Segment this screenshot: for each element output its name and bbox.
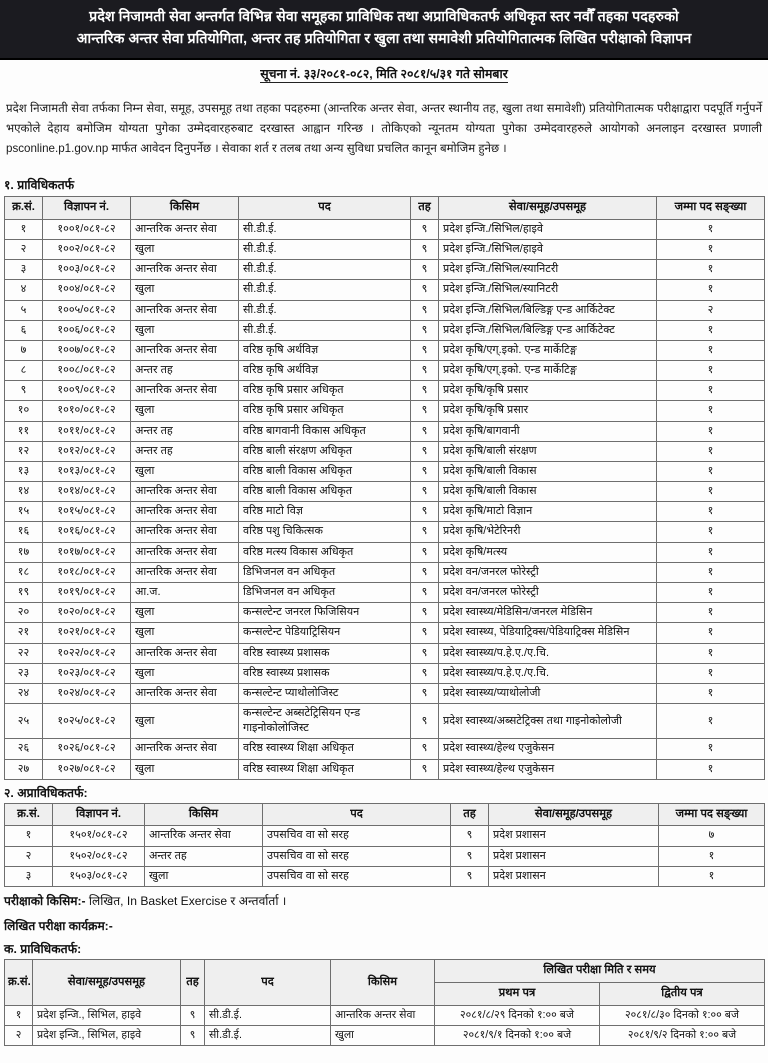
cell-taha: ९	[411, 623, 439, 643]
cell-taha: ९	[411, 502, 439, 522]
col-header-sn: क्र.सं.	[5, 803, 53, 826]
cell-ad_no: १५०२/०८१-८२	[53, 846, 145, 866]
cell-sn: १९	[5, 582, 43, 602]
cell-taha: ९	[411, 542, 439, 562]
col-header-pad: पद	[205, 960, 331, 1005]
cell-sewa: प्रदेश इन्जि., सिभिल, हाइवे	[33, 1025, 181, 1045]
table-row	[5, 240, 765, 260]
col-header-sn: क्र.सं.	[5, 960, 33, 1005]
table-row	[5, 1025, 765, 1045]
cell-sewa: प्रदेश प्रशासन	[489, 826, 659, 846]
cell-total: १	[657, 361, 765, 381]
cell-paper1: २०८१/८/२९ दिनको १:०० बजे	[435, 1005, 600, 1025]
col-header-paper1: प्रथम पत्र	[435, 983, 600, 1006]
cell-ad_no: १०२५/०८१-८२	[43, 704, 131, 739]
cell-kisim: आ.ज.	[131, 582, 239, 602]
cell-kisim: खुला	[131, 320, 239, 340]
col-header-sewa: सेवा/समूह/उपसमूह	[489, 803, 659, 826]
cell-pad: सी.डी.ई.	[239, 240, 411, 260]
cell-sn: १	[5, 219, 43, 239]
cell-sn: २७	[5, 759, 43, 779]
cell-sn: १०	[5, 401, 43, 421]
cell-pad: उपसचिव वा सो सरह	[263, 826, 451, 846]
cell-kisim: आन्तरिक अन्तर सेवा	[131, 219, 239, 239]
cell-taha: ९	[411, 441, 439, 461]
notice-number	[0, 60, 768, 85]
cell-ad_no: १५०१/०८१-८२	[53, 826, 145, 846]
cell-total: ७	[659, 826, 765, 846]
cell-kisim: अन्तर तह	[131, 421, 239, 441]
cell-kisim: अन्तर तह	[131, 441, 239, 461]
cell-pad: सी.डी.ई.	[205, 1025, 331, 1045]
cell-taha: ९	[411, 401, 439, 421]
cell-kisim: खुला	[145, 866, 263, 886]
cell-ad_no: १००४/०८१-८२	[43, 280, 131, 300]
cell-total: १	[659, 866, 765, 886]
section-label-technical: १. प्राविधिकतर्फ	[4, 178, 75, 193]
cell-ad_no: १००३/०८१-८२	[43, 260, 131, 280]
cell-taha: ९	[411, 562, 439, 582]
cell-total: २	[657, 300, 765, 320]
cell-kisim: आन्तरिक अन्तर सेवा	[131, 522, 239, 542]
table-row	[5, 361, 765, 381]
cell-ad_no: १००६/०८१-८२	[43, 320, 131, 340]
col-header-ad-no: विज्ञापन नं.	[43, 197, 131, 220]
cell-kisim: खुला	[131, 704, 239, 739]
cell-total: १	[657, 582, 765, 602]
col-header-ad-no: विज्ञापन नं.	[53, 803, 145, 826]
cell-ad_no: १००५/०८१-८२	[43, 300, 131, 320]
cell-kisim: खुला	[131, 401, 239, 421]
cell-taha: ९	[411, 643, 439, 663]
cell-ad_no: १००१/०८१-८२	[43, 219, 131, 239]
cell-sn: १७	[5, 542, 43, 562]
table-row	[5, 482, 765, 502]
cell-sn: ७	[5, 340, 43, 360]
cell-ad_no: १०१८/०८१-८२	[43, 562, 131, 582]
cell-ad_no: १०१७/०८१-८२	[43, 542, 131, 562]
nontechnical-posts-table	[4, 803, 765, 887]
cell-pad: डिभिजनल वन अधिकृत	[239, 562, 411, 582]
cell-sewa: प्रदेश स्वास्थ्य, पेडियाट्रिक्स/पेडियाट्रिक्स मेडिसिन	[439, 623, 657, 643]
cell-taha: ९	[411, 582, 439, 602]
technical-posts-table	[4, 196, 765, 780]
cell-total: १	[657, 441, 765, 461]
exam-type-label: परीक्षाको किसिम:-	[4, 893, 86, 908]
cell-total: १	[657, 260, 765, 280]
table-row	[5, 826, 765, 846]
cell-ad_no: १०१०/०८१-८२	[43, 401, 131, 421]
cell-sewa: प्रदेश इन्जि./सिभिल/हाइवे	[439, 240, 657, 260]
cell-taha: ९	[411, 381, 439, 401]
table-row	[5, 280, 765, 300]
cell-kisim: आन्तरिक अन्तर सेवा	[131, 683, 239, 703]
cell-pad: उपसचिव वा सो सरह	[263, 866, 451, 886]
cell-pad: वरिष्ठ बाली विकास अधिकृत	[239, 482, 411, 502]
cell-taha: ९	[411, 260, 439, 280]
cell-pad: वरिष्ठ कृषि अर्थविज्ञ	[239, 340, 411, 360]
cell-sn: २६	[5, 739, 43, 759]
cell-taha: ९	[411, 683, 439, 703]
cell-total: १	[657, 280, 765, 300]
cell-kisim: खुला	[131, 240, 239, 260]
cell-pad: वरिष्ठ स्वास्थ्य प्रशासक	[239, 643, 411, 663]
cell-kisim: खुला	[331, 1025, 435, 1045]
cell-kisim: आन्तरिक अन्तर सेवा	[131, 381, 239, 401]
cell-kisim: खुला	[131, 461, 239, 481]
cell-sn: २२	[5, 643, 43, 663]
col-header-taha: तह	[451, 803, 489, 826]
cell-ad_no: १०२१/०८१-८२	[43, 623, 131, 643]
cell-sewa: प्रदेश प्रशासन	[489, 866, 659, 886]
cell-sewa: प्रदेश कृषि/बाली विकास	[439, 461, 657, 481]
cell-sewa: प्रदेश स्वास्थ्य/मेडिसिन/जनरल मेडिसिन	[439, 603, 657, 623]
banner-line-1: प्रदेश निजामती सेवा अन्तर्गत विभिन्न सेवा समूहका प्राविधिक तथा अप्राविधिकतर्फ अधिकृत स्तर नवौँ तहका पदहरुको	[89, 9, 679, 25]
cell-sewa: प्रदेश स्वास्थ्य/हेल्थ एजुकेसन	[439, 739, 657, 759]
table-row	[5, 300, 765, 320]
cell-pad: वरिष्ठ स्वास्थ्य प्रशासक	[239, 663, 411, 683]
cell-kisim: खुला	[131, 623, 239, 643]
cell-sewa: प्रदेश कृषि/बाली संरक्षण	[439, 441, 657, 461]
cell-total: १	[659, 846, 765, 866]
notice-number-text: सूचना नं. ३३/२०८१-०८२, मिति २०८१/५/३१ गते सोमबार	[260, 67, 508, 82]
cell-pad: सी.डी.ई.	[239, 280, 411, 300]
table-row	[5, 683, 765, 703]
cell-ad_no: १०१५/०८१-८२	[43, 502, 131, 522]
cell-ad_no: १०२२/०८१-८२	[43, 643, 131, 663]
section-label-nontechnical: २. अप्राविधिकतर्फ:	[4, 785, 88, 800]
col-header-kisim: किसिम	[131, 197, 239, 220]
col-header-total: जम्मा पद सङ्ख्या	[659, 803, 765, 826]
cell-total: १	[657, 219, 765, 239]
cell-taha: ९	[411, 320, 439, 340]
cell-pad: वरिष्ठ पशु चिकित्सक	[239, 522, 411, 542]
col-header-kisim: किसिम	[331, 960, 435, 1005]
table-row	[5, 643, 765, 663]
intro-paragraph: प्रदेश निजामती सेवा तर्फका निम्न सेवा, समूह, उपसमूह तथा तहका पदहरुमा (आन्तरिक अन्तर सेवा, अन्तर स्थानीय तह, खुला तथा समावेशी) प्रतियोगितात्मक परीक्षाद्वारा पदपूर्ति गर्नुपर्ने भएकोले देहाय बमोजिम योग्यता पुगेका उम्मेदवारहरुबाट दरखास्त आह्वान गरिन्छ । तोकिएको न्यूनतम योग्यता पुगेका उम्मेदवारहरुले आयोगको अनलाइन दरखास्त प्रणाली psconline.p1.gov.np मार्फत आवेदन दिनुपर्नेछ । सेवाका शर्त र तलब तथा अन्य सुविधा प्रचलित कानून बमोजिम हुनेछ ।	[6, 101, 762, 155]
cell-total: १	[657, 739, 765, 759]
cell-sewa: प्रदेश इन्जि., सिभिल, हाइवे	[33, 1005, 181, 1025]
cell-kisim: आन्तरिक अन्तर सेवा	[131, 542, 239, 562]
cell-sn: ४	[5, 280, 43, 300]
table-row	[5, 441, 765, 461]
cell-taha: ९	[411, 522, 439, 542]
table-row	[5, 623, 765, 643]
cell-total: १	[657, 320, 765, 340]
cell-ad_no: १५०३/०८१-८२	[53, 866, 145, 886]
cell-paper1: २०८१/९/१ दिनको १:०० बजे	[435, 1025, 600, 1045]
cell-kisim: अन्तर तह	[145, 846, 263, 866]
cell-sewa: प्रदेश कृषि/भेटेरिनरी	[439, 522, 657, 542]
cell-kisim: आन्तरिक अन्तर सेवा	[131, 502, 239, 522]
cell-ad_no: १०२०/०८१-८२	[43, 603, 131, 623]
cell-pad: वरिष्ठ बाली विकास अधिकृत	[239, 461, 411, 481]
table-header-row	[5, 803, 765, 826]
cell-taha: ९	[181, 1005, 205, 1025]
cell-pad: वरिष्ठ स्वास्थ्य शिक्षा अधिकृत	[239, 759, 411, 779]
cell-pad: सी.डी.ई.	[239, 320, 411, 340]
cell-sn: ११	[5, 421, 43, 441]
cell-pad: सी.डी.ई.	[239, 219, 411, 239]
cell-kisim: आन्तरिक अन्तर सेवा	[131, 739, 239, 759]
table-row	[5, 401, 765, 421]
cell-sn: २	[5, 1025, 33, 1045]
table-row	[5, 219, 765, 239]
cell-sewa: प्रदेश कृषि/कृषि प्रसार	[439, 381, 657, 401]
table-row	[5, 663, 765, 683]
cell-paper2: २०८१/९/२ दिनको १:०० बजे	[600, 1025, 765, 1045]
cell-sewa: प्रदेश स्वास्थ्य/प.हे.ए./ए.चि.	[439, 643, 657, 663]
table-row	[5, 739, 765, 759]
col-header-sn: क्र.सं.	[5, 197, 43, 220]
col-header-exam-datetime: लिखित परीक्षा मिति र समय	[435, 960, 765, 983]
cell-total: १	[657, 759, 765, 779]
table-row	[5, 381, 765, 401]
cell-sn: २५	[5, 704, 43, 739]
col-header-total: जम्मा पद सङ्ख्या	[657, 197, 765, 220]
cell-ad_no: १००९/०८१-८२	[43, 381, 131, 401]
cell-sn: २०	[5, 603, 43, 623]
cell-sewa: प्रदेश कृषि/बागवानी	[439, 421, 657, 441]
exam-type-line	[0, 887, 768, 912]
cell-sewa: प्रदेश इन्जि./सिभिल/स्यानिटरी	[439, 260, 657, 280]
cell-pad: डिभिजनल वन अधिकृत	[239, 582, 411, 602]
banner-line-2: आन्तरिक अन्तर सेवा प्रतियोगिता, अन्तर तह प्रतियोगिता र खुला तथा समावेशी प्रतियोगितात्मक लिखित परीक्षाको विज्ञापन	[76, 30, 692, 47]
cell-kisim: आन्तरिक अन्तर सेवा	[145, 826, 263, 846]
cell-taha: ९	[411, 421, 439, 441]
table-row	[5, 542, 765, 562]
cell-sewa: प्रदेश कृषि/मत्स्य	[439, 542, 657, 562]
col-header-pad: पद	[263, 803, 451, 826]
cell-total: १	[657, 683, 765, 703]
cell-sn: १४	[5, 482, 43, 502]
cell-ad_no: १००७/०८१-८२	[43, 340, 131, 360]
cell-ad_no: १०२३/०८१-८२	[43, 663, 131, 683]
cell-taha: ९	[411, 219, 439, 239]
cell-taha: ९	[451, 866, 489, 886]
table-row	[5, 260, 765, 280]
col-header-pad: पद	[239, 197, 411, 220]
col-header-kisim: किसिम	[145, 803, 263, 826]
cell-sn: २३	[5, 663, 43, 683]
cell-sewa: प्रदेश स्वास्थ्य/हेल्थ एजुकेसन	[439, 759, 657, 779]
cell-sewa: प्रदेश वन/जनरल फोरेस्ट्री	[439, 582, 657, 602]
cell-ad_no: १०२७/०८१-८२	[43, 759, 131, 779]
cell-kisim: खुला	[131, 280, 239, 300]
cell-sewa: प्रदेश प्रशासन	[489, 846, 659, 866]
cell-sewa: प्रदेश वन/जनरल फोरेस्ट्री	[439, 562, 657, 582]
cell-sn: १	[5, 1005, 33, 1025]
cell-sn: ५	[5, 300, 43, 320]
cell-taha: ९	[181, 1025, 205, 1045]
cell-sn: १२	[5, 441, 43, 461]
cell-pad: कन्सल्टेन्ट प्याथोलोजिस्ट	[239, 683, 411, 703]
cell-total: १	[657, 643, 765, 663]
cell-taha: ९	[411, 340, 439, 360]
cell-total: १	[657, 704, 765, 739]
cell-total: १	[657, 542, 765, 562]
cell-pad: वरिष्ठ मत्स्य विकास अधिकृत	[239, 542, 411, 562]
cell-taha: ९	[411, 663, 439, 683]
cell-pad: वरिष्ठ कृषि प्रसार अधिकृत	[239, 381, 411, 401]
cell-total: १	[657, 663, 765, 683]
exam-type-value: लिखित, In Basket Exercise र अन्तर्वार्ता ।	[88, 893, 287, 908]
cell-pad: वरिष्ठ कृषि प्रसार अधिकृत	[239, 401, 411, 421]
title-banner	[0, 0, 768, 60]
cell-sn: २४	[5, 683, 43, 703]
cell-sewa: प्रदेश स्वास्थ्य/प.हे.ए./ए.चि.	[439, 663, 657, 683]
cell-pad: सी.डी.ई.	[205, 1005, 331, 1025]
cell-sewa: प्रदेश कृषि/कृषि प्रसार	[439, 401, 657, 421]
cell-total: १	[657, 461, 765, 481]
cell-pad: वरिष्ठ कृषि अर्थविज्ञ	[239, 361, 411, 381]
cell-ad_no: १००८/०८१-८२	[43, 361, 131, 381]
cell-sn: १५	[5, 502, 43, 522]
cell-total: १	[657, 522, 765, 542]
cell-ad_no: १०११/०८१-८२	[43, 421, 131, 441]
table-row	[5, 461, 765, 481]
cell-sewa: प्रदेश स्वास्थ्य/अब्सटेट्रिक्स तथा गाइनोकोलोजी	[439, 704, 657, 739]
cell-ad_no: १०२४/०८१-८२	[43, 683, 131, 703]
table-header-row	[5, 197, 765, 220]
cell-total: १	[657, 381, 765, 401]
cell-sewa: प्रदेश इन्जि./सिभिल/बिल्डिङ्ग एन्ड आर्किटेक्ट	[439, 300, 657, 320]
table-row	[5, 502, 765, 522]
cell-ad_no: १०१९/०८१-८२	[43, 582, 131, 602]
cell-paper2: २०८१/८/३० दिनको १:०० बजे	[600, 1005, 765, 1025]
cell-ad_no: १०१३/०८१-८२	[43, 461, 131, 481]
cell-taha: ९	[411, 759, 439, 779]
cell-total: १	[657, 603, 765, 623]
cell-pad: वरिष्ठ माटो विज्ञ	[239, 502, 411, 522]
cell-ad_no: १०२६/०८१-८२	[43, 739, 131, 759]
cell-taha: ९	[411, 482, 439, 502]
cell-sn: ८	[5, 361, 43, 381]
cell-sn: २१	[5, 623, 43, 643]
cell-sn: २	[5, 240, 43, 260]
cell-sn: ६	[5, 320, 43, 340]
table-row	[5, 582, 765, 602]
cell-pad: कन्सल्टेन्ट जनरल फिजिसियन	[239, 603, 411, 623]
col-header-sewa: सेवा/समूह/उपसमूह	[33, 960, 181, 1005]
cell-sn: १६	[5, 522, 43, 542]
cell-total: १	[657, 421, 765, 441]
cell-pad: वरिष्ठ स्वास्थ्य शिक्षा अधिकृत	[239, 739, 411, 759]
cell-taha: ९	[411, 300, 439, 320]
cell-sewa: प्रदेश इन्जि./सिभिल/स्यानिटरी	[439, 280, 657, 300]
cell-kisim: अन्तर तह	[131, 361, 239, 381]
schedule-header-row-1	[5, 960, 765, 983]
cell-sn: १८	[5, 562, 43, 582]
cell-kisim: खुला	[131, 759, 239, 779]
cell-sn: ३	[5, 866, 53, 886]
table-row	[5, 704, 765, 739]
table-row	[5, 759, 765, 779]
cell-total: १	[657, 623, 765, 643]
cell-sewa: प्रदेश इन्जि./सिभिल/बिल्डिङ्ग एन्ड आर्किटेक्ट	[439, 320, 657, 340]
cell-ad_no: १०१४/०८१-८२	[43, 482, 131, 502]
cell-sn: ३	[5, 260, 43, 280]
cell-pad: कन्सल्टेन्ट पेडियाट्रिसियन	[239, 623, 411, 643]
cell-kisim: खुला	[131, 663, 239, 683]
cell-pad: सी.डी.ई.	[239, 260, 411, 280]
cell-total: १	[657, 562, 765, 582]
cell-ad_no: १००२/०८१-८२	[43, 240, 131, 260]
cell-taha: ९	[411, 361, 439, 381]
cell-taha: ९	[451, 846, 489, 866]
cell-ad_no: १०१६/०८१-८२	[43, 522, 131, 542]
cell-kisim: आन्तरिक अन्तर सेवा	[131, 300, 239, 320]
cell-kisim: आन्तरिक अन्तर सेवा	[131, 562, 239, 582]
cell-sn: १३	[5, 461, 43, 481]
cell-sewa: प्रदेश इन्जि./सिभिल/हाइवे	[439, 219, 657, 239]
cell-sewa: प्रदेश कृषि/एग्.इको. एन्ड मार्केटिङ्ग	[439, 340, 657, 360]
table-row	[5, 866, 765, 886]
cell-sewa: प्रदेश कृषि/माटो विज्ञान	[439, 502, 657, 522]
cell-sn: २	[5, 846, 53, 866]
cell-pad: वरिष्ठ बाली संरक्षण अधिकृत	[239, 441, 411, 461]
table-row	[5, 603, 765, 623]
cell-kisim: आन्तरिक अन्तर सेवा	[331, 1005, 435, 1025]
cell-total: १	[657, 240, 765, 260]
cell-taha: ९	[411, 603, 439, 623]
cell-kisim: आन्तरिक अन्तर सेवा	[131, 482, 239, 502]
exam-schedule-line	[0, 912, 768, 937]
cell-kisim: आन्तरिक अन्तर सेवा	[131, 643, 239, 663]
cell-taha: ९	[411, 461, 439, 481]
cell-sewa: प्रदेश स्वास्थ्य/प्याथोलोजी	[439, 683, 657, 703]
cell-sewa: प्रदेश कृषि/एग्.इको. एन्ड मार्केटिङ्ग	[439, 361, 657, 381]
table-row	[5, 522, 765, 542]
col-header-sewa: सेवा/समूह/उपसमूह	[439, 197, 657, 220]
table-row	[5, 562, 765, 582]
cell-kisim: खुला	[131, 603, 239, 623]
col-header-taha: तह	[181, 960, 205, 1005]
cell-taha: ९	[411, 704, 439, 739]
cell-taha: ९	[411, 739, 439, 759]
cell-pad: उपसचिव वा सो सरह	[263, 846, 451, 866]
cell-total: १	[657, 401, 765, 421]
cell-kisim: आन्तरिक अन्तर सेवा	[131, 260, 239, 280]
col-header-paper2: द्वितीय पत्र	[600, 983, 765, 1006]
table-row	[5, 340, 765, 360]
table-row	[5, 320, 765, 340]
cell-total: १	[657, 482, 765, 502]
cell-taha: ९	[411, 280, 439, 300]
cell-total: १	[657, 502, 765, 522]
cell-sn: १	[5, 826, 53, 846]
cell-sn: ९	[5, 381, 43, 401]
exam-schedule-label: लिखित परीक्षा कार्यक्रम:-	[4, 918, 113, 933]
cell-pad: सी.डी.ई.	[239, 300, 411, 320]
cell-pad: वरिष्ठ बागवानी विकास अधिकृत	[239, 421, 411, 441]
written-exam-schedule-table	[4, 959, 765, 1045]
schedule-section-label: क. प्राविधिकतर्फ:	[4, 942, 82, 957]
table-row	[5, 1005, 765, 1025]
table-row	[5, 846, 765, 866]
col-header-taha: तह	[411, 197, 439, 220]
cell-ad_no: १०१२/०८१-८२	[43, 441, 131, 461]
cell-sewa: प्रदेश कृषि/बाली विकास	[439, 482, 657, 502]
table-row	[5, 421, 765, 441]
cell-kisim: आन्तरिक अन्तर सेवा	[131, 340, 239, 360]
cell-taha: ९	[411, 240, 439, 260]
cell-pad: कन्सल्टेन्ट अब्सटेट्रिसियन एन्ड गाइनोकोलोजिस्ट	[239, 704, 411, 739]
cell-total: १	[657, 340, 765, 360]
cell-taha: ९	[451, 826, 489, 846]
